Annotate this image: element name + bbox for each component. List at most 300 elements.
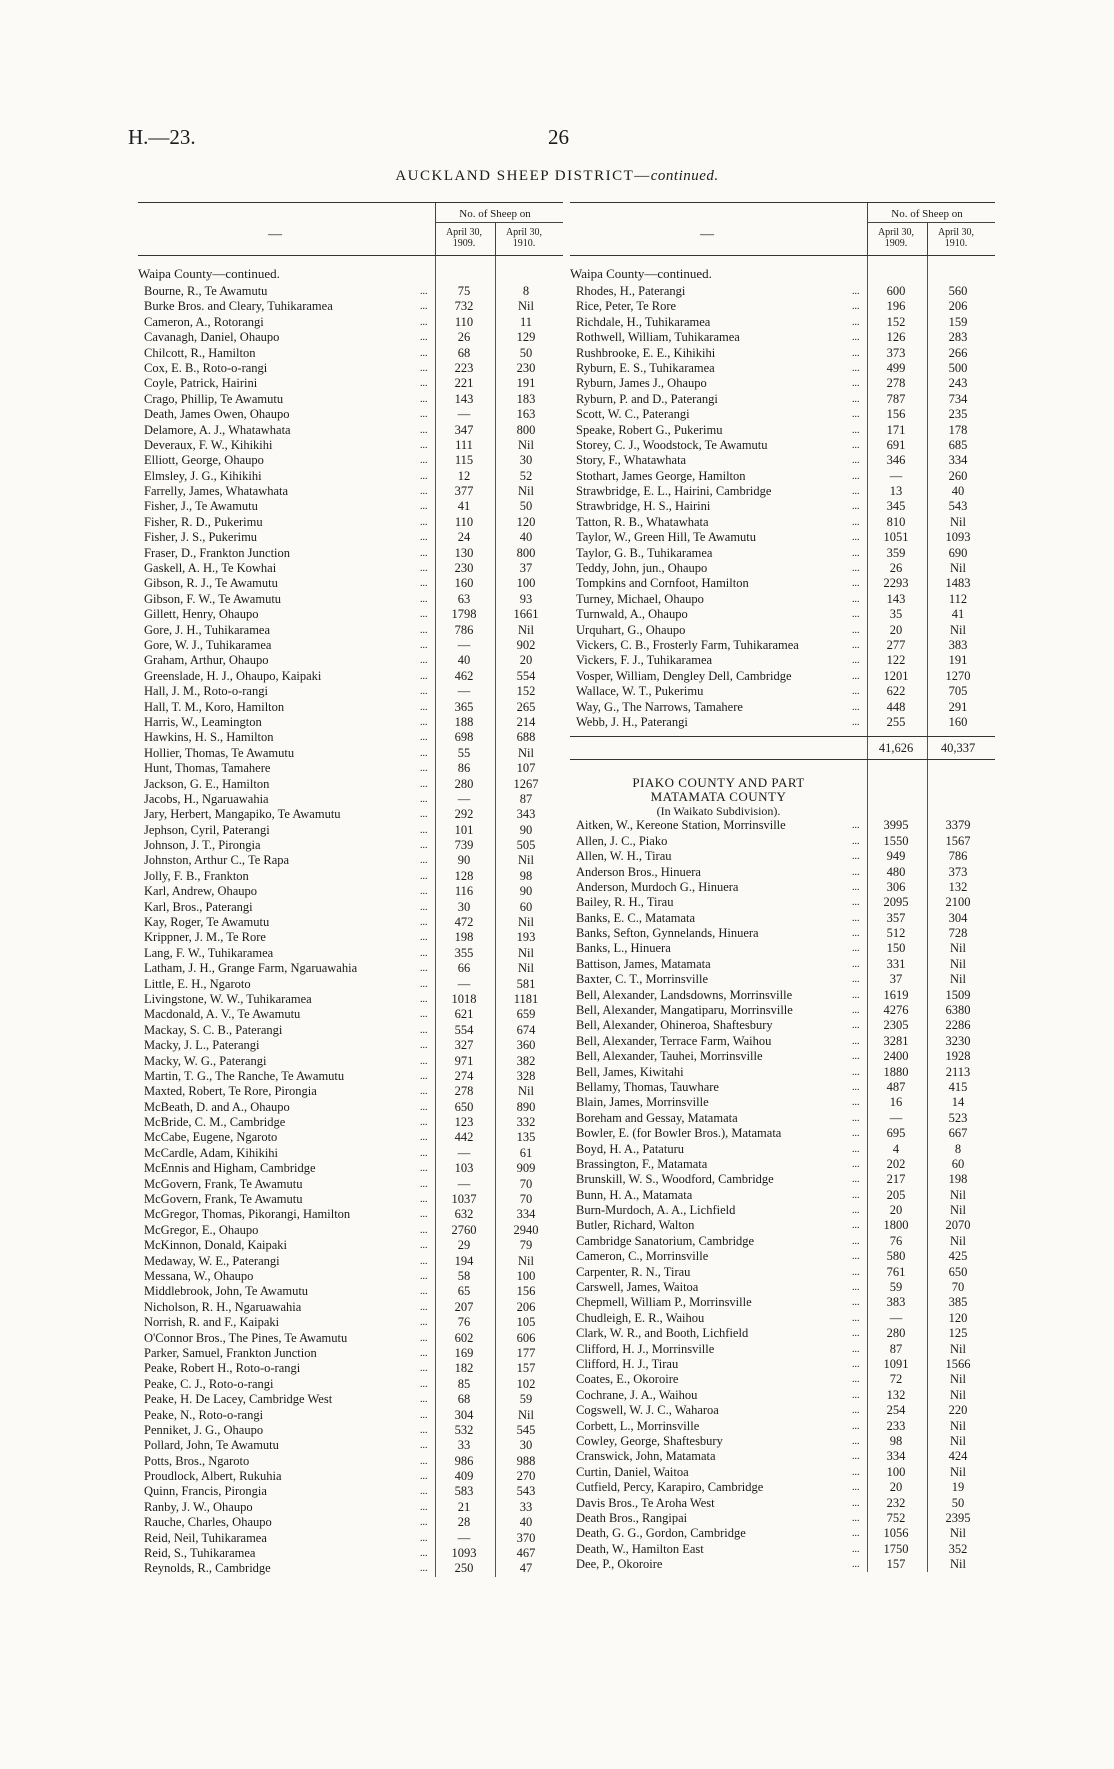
owner-name: Middlebrook, John, Te Awamutu [144, 1284, 309, 1299]
table-row [138, 361, 563, 376]
header-no-of-sheep: No. of Sheep on [891, 208, 963, 220]
table-row [570, 684, 995, 699]
owner-name: Messana, W., Ohaupo [144, 1269, 254, 1283]
sheep-1910: 1566 [945, 1357, 971, 1371]
sheep-1909: 254 [886, 1403, 906, 1418]
sheep-1909: 128 [454, 868, 474, 883]
owner-name: Webb, J. H., Paterangi [576, 714, 688, 729]
sheep-1909: 3995 [883, 818, 909, 833]
sheep-1910: 157 [516, 1361, 536, 1376]
sheep-1910: Nil [518, 853, 534, 868]
table-row [570, 715, 995, 730]
table-row [138, 1346, 563, 1361]
leader-dots: ... [852, 866, 860, 878]
table-row [570, 1419, 995, 1434]
sheep-1910: 50 [519, 499, 533, 514]
owner-name: Cranswick, John, Matamata [576, 1449, 716, 1464]
sheep-1910: 383 [948, 637, 968, 652]
leader-dots: ... [852, 958, 860, 970]
leader-dots: ... [420, 1147, 428, 1159]
leader-dots: ... [852, 928, 860, 940]
table-row [570, 376, 995, 391]
owner-name: Banks, E. C., Matamata [576, 910, 696, 925]
owner-name: McKinnon, Donald, Kaipaki [144, 1238, 288, 1253]
sheep-1910: 152 [516, 684, 536, 699]
sheep-1909: 58 [457, 1269, 471, 1283]
owner-name: Macdonald, A. V., Te Awamutu [144, 1007, 301, 1022]
table-row [138, 853, 563, 868]
owner-name: Boreham and Gessay, Matamata [576, 1110, 738, 1125]
owner-name: Ryburn, E. S., Tuhikaramea [576, 360, 715, 375]
leader-dots: ... [852, 989, 860, 1001]
table-row [570, 941, 995, 956]
leader-dots: ... [852, 624, 860, 636]
section-heading: Waipa County—continued. [138, 266, 280, 281]
sheep-1909: 2305 [883, 1018, 909, 1033]
sheep-1909: 143 [454, 391, 474, 406]
table-row [570, 546, 995, 561]
owner-name: Martin, T. G., The Ranche, Te Awamutu [144, 1068, 345, 1083]
table-row [138, 946, 563, 961]
table-row [570, 1388, 995, 1403]
sheep-1909: 1750 [883, 1541, 909, 1556]
sheep-1909: — [457, 684, 471, 699]
table-row [138, 1484, 563, 1499]
sheep-1910: 734 [948, 391, 968, 406]
sheep-1910: 90 [519, 884, 533, 899]
sheep-1910: 70 [519, 1176, 533, 1191]
sheep-1910: Nil [518, 1407, 534, 1422]
owner-name: Cavanagh, Daniel, Ohaupo [144, 330, 280, 345]
sheep-1910: 265 [516, 699, 536, 714]
sheep-1910: 60 [519, 899, 533, 914]
leader-dots: ... [852, 1374, 860, 1386]
owner-name: Rothwell, William, Tuhikaramea [576, 330, 740, 345]
sheep-1910: 543 [948, 499, 968, 514]
sheep-1909: 75 [457, 284, 471, 298]
leader-dots: ... [852, 1512, 860, 1524]
sheep-1909: 1550 [883, 833, 909, 848]
owner-name: Strawbridge, E. L., Hairini, Cambridge [576, 484, 772, 499]
table-row [138, 1007, 563, 1022]
leader-dots: ... [420, 1301, 428, 1313]
sheep-1910: Nil [518, 1084, 534, 1099]
sheep-1909: 761 [886, 1264, 906, 1279]
sheep-1909: 13 [889, 484, 903, 499]
table-row [570, 1526, 995, 1541]
sheep-1910: 2395 [945, 1510, 971, 1525]
sheep-1909: 462 [454, 668, 474, 683]
leader-dots: ... [420, 747, 428, 759]
table-row [138, 684, 563, 699]
sheep-1910: 554 [516, 668, 536, 683]
leader-dots: ... [420, 486, 428, 498]
leader-dots: ... [420, 1086, 428, 1098]
leader-dots: ... [420, 639, 428, 651]
leader-dots: ... [420, 701, 428, 713]
table-row [570, 1357, 995, 1372]
leader-dots: ... [852, 1297, 860, 1309]
leader-dots: ... [852, 655, 860, 667]
sheep-1910: 11 [519, 314, 533, 329]
leader-dots: ... [852, 347, 860, 359]
table-row [138, 1561, 563, 1576]
sheep-1909: 86 [457, 761, 471, 776]
table-row [570, 1218, 995, 1233]
sheep-1909: 76 [889, 1233, 903, 1248]
leader-dots: ... [852, 1543, 860, 1555]
sheep-1910: 100 [516, 1269, 536, 1283]
sheep-1910: Nil [950, 1526, 966, 1541]
leader-dots: ... [420, 1347, 428, 1359]
sheep-1909: 949 [886, 849, 906, 864]
sheep-1910: 159 [948, 314, 968, 329]
leader-dots: ... [420, 1194, 428, 1206]
sheep-1910: Nil [950, 941, 966, 956]
total-row [570, 736, 995, 760]
owner-name: Reid, S., Tuhikaramea [144, 1546, 256, 1561]
sheep-1910: 2070 [945, 1218, 971, 1233]
owner-name: McGovern, Frank, Te Awamutu [144, 1176, 303, 1191]
owner-name: Cambridge Sanatorium, Cambridge [576, 1233, 755, 1248]
table-row [138, 623, 563, 638]
sheep-1910: Nil [518, 945, 534, 960]
leader-dots: ... [852, 1066, 860, 1078]
sheep-1909: 188 [454, 714, 474, 729]
sheep-1910: 988 [516, 1453, 536, 1468]
sheep-1909: 169 [454, 1345, 474, 1360]
sheep-1910: 332 [516, 1115, 536, 1130]
sheep-1909: 21 [457, 1499, 471, 1514]
sheep-1910: 1270 [945, 668, 971, 683]
leader-dots: ... [420, 547, 428, 559]
leader-dots: ... [852, 1235, 860, 1247]
owner-name: Bell, Alexander, Ohineroa, Shaftesbury [576, 1018, 773, 1033]
leader-dots: ... [420, 409, 428, 421]
sheep-1909: 580 [886, 1249, 906, 1264]
leader-dots: ... [852, 1466, 860, 1478]
sheep-1909: 202 [886, 1156, 906, 1171]
sheep-1909: 280 [886, 1326, 906, 1341]
table-row [138, 700, 563, 715]
owner-name: Aitken, W., Kereone Station, Morrinsville [576, 818, 786, 833]
owner-name: Kay, Roger, Te Awamutu [144, 915, 270, 930]
table-row [138, 1146, 563, 1161]
owner-name: Taylor, G. B., Tuhikaramea [576, 545, 713, 560]
sheep-1910: 70 [951, 1280, 965, 1295]
table-row [138, 777, 563, 792]
sheep-1910: Nil [518, 961, 534, 976]
leader-dots: ... [420, 1517, 428, 1529]
owner-name: Bourne, R., Te Awamutu [144, 284, 268, 298]
sheep-1909: 650 [454, 1099, 474, 1114]
sheep-1910: 98 [519, 868, 533, 883]
sheep-1909: 255 [886, 714, 906, 729]
leader-dots: ... [420, 316, 428, 328]
table-row [138, 1331, 563, 1346]
sheep-1910: 266 [948, 345, 968, 360]
sheep-1909: 278 [454, 1084, 474, 1099]
leader-dots: ... [420, 393, 428, 405]
sheep-1909: 695 [886, 1126, 906, 1141]
leader-dots: ... [420, 362, 428, 374]
owner-name: Speake, Robert G., Pukerimu [576, 422, 723, 437]
sheep-1910: 283 [948, 330, 968, 345]
leader-dots: ... [420, 609, 428, 621]
sheep-1909: 87 [889, 1341, 903, 1356]
sheep-1910: 120 [948, 1310, 968, 1325]
sheep-1909: 304 [454, 1407, 474, 1422]
table-row [570, 1496, 995, 1511]
owner-name: Tompkins and Cornfoot, Hamilton [576, 576, 749, 591]
leader-dots: ... [420, 1132, 428, 1144]
sheep-1910: 41 [951, 607, 965, 622]
sheep-1909: 448 [886, 699, 906, 714]
sheep-1910: 500 [948, 360, 968, 375]
header-dash: — [268, 227, 282, 242]
table-row [570, 499, 995, 514]
table-row [570, 1465, 995, 1480]
leader-dots: ... [852, 1174, 860, 1186]
sheep-1910: 40 [519, 1515, 533, 1530]
sheep-1909: 602 [454, 1330, 474, 1345]
sheep-1909: 810 [886, 514, 906, 529]
sheep-1910: 90 [519, 822, 533, 837]
sheep-1910: 33 [519, 1499, 533, 1514]
sheep-1909: 583 [454, 1484, 474, 1499]
table-row [570, 988, 995, 1003]
sheep-1910: 334 [516, 1207, 536, 1222]
table-row [138, 607, 563, 622]
table-row [138, 992, 563, 1007]
owner-name: Cameron, C., Morrinsville [576, 1249, 709, 1264]
sheep-1910: 334 [948, 453, 968, 468]
sheep-1910: 52 [519, 468, 533, 483]
owner-name: Allen, J. C., Piako [576, 833, 668, 848]
leader-dots: ... [420, 378, 428, 390]
sheep-1910: 214 [516, 714, 536, 729]
owner-name: Norrish, R. and F., Kaipaki [144, 1315, 280, 1330]
sheep-1909: 160 [454, 576, 474, 591]
leader-dots: ... [420, 901, 428, 913]
sheep-1909: — [457, 1530, 471, 1545]
leader-dots: ... [852, 1559, 860, 1571]
owner-name: Krippner, J. M., Te Rore [144, 930, 266, 945]
sheep-1909: 1880 [883, 1064, 909, 1079]
header-1910: April 30, 1910. [937, 227, 975, 249]
sheep-1909: 40 [457, 653, 471, 668]
leader-dots: ... [852, 593, 860, 605]
owner-name: Davis Bros., Te Aroha West [576, 1495, 715, 1510]
sheep-1910: 8 [522, 284, 530, 298]
owner-name: Macky, W. G., Paterangi [144, 1053, 267, 1068]
sheep-1909: 4276 [883, 1003, 909, 1018]
owner-name: Bell, Alexander, Terrace Farm, Waihou [576, 1033, 772, 1048]
leader-dots: ... [420, 778, 428, 790]
leader-dots: ... [420, 624, 428, 636]
table-header [138, 202, 563, 256]
table-row [570, 1326, 995, 1341]
leader-dots: ... [420, 1471, 428, 1483]
table-row [138, 576, 563, 591]
sheep-1910: 705 [948, 684, 968, 699]
sheep-1910: 1567 [945, 833, 971, 848]
owner-name: Clifford, H. J., Tirau [576, 1357, 679, 1371]
sheep-1910: 2100 [945, 895, 971, 910]
table-row [138, 1054, 563, 1069]
sheep-1910: 1661 [513, 607, 539, 622]
owner-name: Elliott, George, Ohaupo [144, 453, 264, 468]
owner-name: Way, G., The Narrows, Tamahere [576, 699, 743, 714]
table-row [570, 849, 995, 864]
leader-dots: ... [852, 835, 860, 847]
piako-line-3: (In Waikato Subdivision). [656, 804, 781, 819]
table-row [570, 834, 995, 849]
table-row [138, 1408, 563, 1423]
table-row [138, 1115, 563, 1130]
table-row [138, 653, 563, 668]
sheep-1909: 68 [457, 1392, 471, 1407]
sheep-1909: 347 [454, 422, 474, 437]
table-row [570, 865, 995, 880]
owner-name: Reynolds, R., Cambridge [144, 1561, 271, 1576]
sheep-1910: 40 [951, 484, 965, 499]
owner-name: McGovern, Frank, Te Awamutu [144, 1192, 303, 1207]
leader-dots: ... [420, 840, 428, 852]
leader-dots: ... [852, 301, 860, 313]
owner-name: Death, W., Hamilton East [576, 1541, 704, 1556]
leader-dots: ... [852, 1266, 860, 1278]
sheep-1910: 129 [516, 330, 536, 345]
leader-dots: ... [420, 332, 428, 344]
owner-name: Coyle, Patrick, Hairini [144, 376, 258, 391]
table-row [570, 1234, 995, 1249]
sheep-1909: 221 [454, 376, 474, 391]
table-row [570, 1511, 995, 1526]
leader-dots: ... [420, 1163, 428, 1175]
sheep-1909: 274 [454, 1068, 474, 1083]
sheep-1909: 110 [454, 514, 474, 529]
leader-dots: ... [420, 1286, 428, 1298]
owner-name: Bell, James, Kiwitahi [576, 1064, 684, 1079]
sheep-1909: 2095 [883, 895, 909, 910]
leader-dots: ... [852, 409, 860, 421]
sheep-1910: 135 [516, 1130, 536, 1145]
sheep-1909: 156 [886, 407, 906, 422]
sheep-1910: 160 [948, 714, 968, 729]
owner-name: Anderson Bros., Hinuera [576, 864, 701, 879]
leader-dots: ... [420, 455, 428, 467]
owner-name: McBeath, D. and A., Ohaupo [144, 1099, 290, 1114]
sheep-1909: 12 [457, 468, 471, 483]
table-row [570, 1372, 995, 1387]
table-row [138, 669, 563, 684]
sheep-1909: 278 [886, 376, 906, 391]
sheep-1909: 16 [889, 1095, 903, 1110]
sheep-1910: Nil [950, 972, 966, 987]
table-row [570, 1403, 995, 1418]
sheep-1910: 667 [948, 1126, 968, 1141]
sheep-1910: 650 [948, 1264, 968, 1279]
sheep-1909: 1051 [883, 530, 909, 545]
table-row [138, 915, 563, 930]
sheep-1909: 1201 [883, 668, 909, 683]
sheep-1910: 543 [516, 1484, 536, 1499]
table-row [138, 977, 563, 992]
leader-dots: ... [852, 1528, 860, 1540]
owner-name: Jary, Herbert, Mangapiko, Te Awamutu [144, 807, 341, 822]
sheep-1909: 143 [886, 591, 906, 606]
sheep-1910: Nil [950, 1433, 966, 1448]
owner-name: Tatton, R. B., Whatawhata [576, 514, 709, 529]
table-row [138, 1423, 563, 1438]
leader-dots: ... [852, 1081, 860, 1093]
sheep-1909: 971 [454, 1053, 474, 1068]
leader-dots: ... [420, 1240, 428, 1252]
sheep-1910: 30 [519, 453, 533, 468]
table-row [138, 1315, 563, 1330]
leader-dots: ... [420, 563, 428, 575]
sheep-1910: 20 [519, 653, 533, 668]
owner-name: Crago, Phillip, Te Awamutu [144, 391, 284, 406]
leader-dots: ... [852, 470, 860, 482]
sheep-1909: 207 [454, 1299, 474, 1314]
owner-name: Bell, Alexander, Mangatiparu, Morrinsville [576, 1003, 793, 1018]
sheep-1909: 198 [454, 930, 474, 945]
table-row [138, 1038, 563, 1053]
owner-name: Banks, L., Hinuera [576, 941, 671, 956]
owner-name: Delamore, A. J., Whatawhata [144, 422, 291, 437]
owner-name: Cutfield, Percy, Karapiro, Cambridge [576, 1480, 764, 1495]
sheep-1909: 122 [886, 653, 906, 668]
owner-name: Boyd, H. A., Pataturu [576, 1141, 684, 1156]
table-row [570, 1265, 995, 1280]
table-row [570, 1034, 995, 1049]
owner-name: Hall, T. M., Koro, Hamilton [144, 699, 285, 714]
owner-name: Rushbrooke, E. E., Kihikihi [576, 345, 716, 360]
right-column [570, 202, 995, 1572]
table-row [138, 792, 563, 807]
leader-dots: ... [420, 286, 428, 297]
sheep-1910: 47 [519, 1561, 533, 1576]
sheep-1910: 1181 [513, 991, 539, 1006]
table-row [570, 1157, 995, 1172]
table-row [138, 1284, 563, 1299]
table-row [570, 423, 995, 438]
sheep-1910: 243 [948, 376, 968, 391]
sheep-1909: 480 [886, 864, 906, 879]
sheep-1909: 752 [886, 1510, 906, 1525]
sheep-1910: 343 [516, 807, 536, 822]
owner-name: Storey, C. J., Woodstock, Te Awamutu [576, 437, 768, 452]
sheep-1909: 532 [454, 1422, 474, 1437]
sheep-1910: 220 [948, 1403, 968, 1418]
leader-dots: ... [420, 1009, 428, 1021]
leader-dots: ... [852, 1205, 860, 1217]
sheep-1909: 123 [454, 1115, 474, 1130]
owner-name: Chilcott, R., Hamilton [144, 345, 256, 360]
owner-name: Johnson, J. T., Pirongia [144, 838, 261, 853]
sheep-1910: 87 [519, 791, 533, 806]
leader-dots: ... [420, 655, 428, 667]
table-row [138, 715, 563, 730]
sheep-1910: 206 [948, 299, 968, 314]
sheep-1910: 1267 [513, 776, 539, 791]
owner-name: Livingstone, W. W., Tuhikaramea [144, 991, 312, 1006]
leader-dots: ... [852, 286, 860, 297]
sheep-1909: — [457, 791, 471, 806]
sheep-1909: 171 [886, 422, 906, 437]
